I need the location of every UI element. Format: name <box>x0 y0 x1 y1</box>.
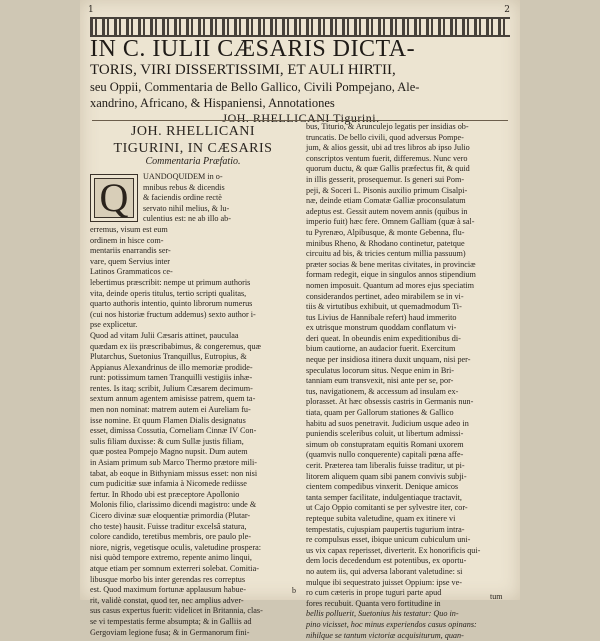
dropcap-initial: Q <box>90 174 138 222</box>
text-line: repteque subita valetudine, quam ex itinere vi <box>306 514 510 525</box>
text-line: ordinem in hisce com- <box>90 236 296 247</box>
text-line: Molonis filio, clarissimo dicendi magistro: unde & <box>90 500 296 511</box>
text-line: est. Quod maximum fortunæ applausum habue- <box>90 585 296 596</box>
title-line-2: TORIS, VIRI DISSERTISSIMI, ET AULI HIRTII, <box>90 62 512 79</box>
text-line: litorem aliquem quam sibi panem convivis subji- <box>306 472 510 483</box>
text-line: pino vicisset, hoc minus experiendos casus opinans: <box>306 620 510 631</box>
text-line: quarto authoris intentio, quinto librorum numerus <box>90 299 296 310</box>
text-line: tu Pyrenæo, Alpibusque, & monte Gebenna, flu- <box>306 228 510 239</box>
text-line: (quamvis nullo conquerente) capitali pœna affe- <box>306 450 510 461</box>
title-line-1: IN C. IULII CÆSARIS DICTA- <box>90 36 512 62</box>
text-line: deri queat. In obeundis enim expeditionibus di- <box>306 334 510 345</box>
text-line: isse nomine. Et quum Flamen Dialis designatus <box>90 416 296 427</box>
text-line: rit, validè constat, quod ter, nec amplius adver- <box>90 596 296 607</box>
title-rule <box>92 120 508 121</box>
text-line: no autem iis, qui adversa laborant valetudine: si <box>306 567 510 578</box>
text-line: speculatus locorum situs. Neque enim in Bri- <box>306 366 510 377</box>
text-line: tempestatis, cujuspiam paupertis tugurium intra- <box>306 525 510 536</box>
folio-left: 1 <box>88 5 94 15</box>
text-line: præter socias & bene meritas civitates, in provinciæ <box>306 260 510 271</box>
text-line: erremus, visum est eum <box>90 225 296 236</box>
text-line: atque etiam per somnum exterreri solebat. Comitia- <box>90 564 296 575</box>
text-line: cientem compedibus vinxerit. Denique amicos <box>306 482 510 493</box>
text-line: rentes. Is itaq; scribit, Julium Cæsarem decimum- <box>90 384 296 395</box>
text-line: colore candido, teretibus membris, ore paulo ple- <box>90 532 296 543</box>
text-line: imperio fuit) hæc fere. Omnem Galliam (quæ à sal- <box>306 217 510 228</box>
text-line: adeptus est. Gessit autem novem annis (quibus in <box>306 207 510 218</box>
text-line: fertur. In Rhodo ubi est præceptore Apollonio <box>90 490 296 501</box>
text-line: lebertimus præscribit: nempe ut primum authoris <box>90 278 296 289</box>
text-line: ro cum cæteris in prope tuguri parte apud <box>306 588 510 599</box>
right-column-text <box>306 122 510 641</box>
text-line: bus, Titurio, & Arunculejo legatis per insidias ob- <box>306 122 510 133</box>
left-column <box>90 122 296 638</box>
text-line: re compulsus esset, ibique unicum cubiculum uni- <box>306 535 510 546</box>
text-line: in Asiam primum sub Marco Thermo prætore mili- <box>90 458 296 469</box>
text-line: pse explicetur. <box>90 320 296 331</box>
text-line: sulis filiam duxisse: & cum Sullæ justis filiam, <box>90 437 296 448</box>
text-line: vita, deinde operis titulus, tertio scripti qualitas, <box>90 289 296 300</box>
catchword: tum <box>490 592 502 601</box>
text-line: næ, deinde etiam Comatæ Galliæ proconsulatum <box>306 196 510 207</box>
text-line: tabat, ab eoque in Bithyniam missus esset: non nisi <box>90 469 296 480</box>
text-line: circuitu ad bis, & tricies centum millia passuum) <box>306 249 510 260</box>
text-line: se vi tempestatis ferme absumpta; & in Galliis ad <box>90 617 296 628</box>
text-line: considerandos pertinet, adeo mirabilem se in vi- <box>306 292 510 303</box>
text-line: Gergoviam legione fusa; & in Germanorum fini- <box>90 628 296 639</box>
text-line: (cui nos historiæ fructum addemus) sexto author i- <box>90 310 296 321</box>
text-line: cum pudicitiæ suæ infamia à Nicomede rediisse <box>90 479 296 490</box>
text-line: conscriptos ventum fuerit, differemus. Nunc vero <box>306 154 510 165</box>
text-line: culentius est: ne ab illo ab- <box>90 214 296 225</box>
text-line: mulque ibi sequestrato juisset Oppium: ipse ve- <box>306 578 510 589</box>
text-line: & faciendis ordine rectè <box>90 193 296 204</box>
text-line: tanta semper facilitate, indulgentiaque tractavit, <box>306 493 510 504</box>
text-line: in illis gesserit, prosequemur. Is generi sui Pom- <box>306 175 510 186</box>
book-page <box>80 0 520 600</box>
text-line: neque per insidiosa itinera duxit unquam, nisi per- <box>306 355 510 366</box>
text-line: quorum ductu, & quæ Gallis præfectus fit, & quid <box>306 164 510 175</box>
text-line: Cicero divinæ suæ eloquentiæ primordia (Plutar- <box>90 511 296 522</box>
text-line: libusque morbo bis inter gerendas res correptus <box>90 575 296 586</box>
text-line: truncatis. De bello civili, quod adversus Pompe- <box>306 133 510 144</box>
text-line: tanniam eum transvexit, nisi ante per se, por- <box>306 376 510 387</box>
text-line: nihilque se tantum victoriæ acquisiturum, quan- <box>306 631 510 641</box>
text-line: UANDOQUIDEM in o- <box>90 172 296 183</box>
text-line: Latinos Grammaticos ce- <box>90 267 296 278</box>
text-line: peji, & Soceri L. Pisonis auxilio primum Cisalpi- <box>306 186 510 197</box>
text-line: bium cautiorne, an audacior fuerit. Exercitum <box>306 344 510 355</box>
text-line: plorasset. At hæc obsessis castris in Germanis nun- <box>306 397 510 408</box>
text-line: us vix capax reperisset, diverterit. Ex honorificis qui- <box>306 546 510 557</box>
text-line: ut Cajo Oppio comitanti se per sylvestre iter, cor- <box>306 503 510 514</box>
text-line: tus Livius de Hannibale refert) haud immerito <box>306 313 510 324</box>
text-line: simum ob constupratam equitis Romani uxorem <box>306 440 510 451</box>
text-line: formam redegit, eique in singulos annos stipendium <box>306 270 510 281</box>
text-line: mentariis enarrandis ser- <box>90 246 296 257</box>
text-line: vare, quem Servius inter <box>90 257 296 268</box>
folio-right: 2 <box>504 5 510 15</box>
text-line: Plutarchus, Suetonius Tranquillus, Eutropius, & <box>90 352 296 363</box>
text-line: nisi quòd tempore extremo, repente animo linqui, <box>90 553 296 564</box>
title-line-5: JOH. RHELLICANI Tigurini. <box>90 111 512 126</box>
preface-heading-1: JOH. RHELLICANI <box>90 124 296 139</box>
text-line: ex utrisque monstrum quoddam conflatum vi- <box>306 323 510 334</box>
text-line: cho teste) hausit. Fuisse traditur excelsâ statura, <box>90 522 296 533</box>
text-line: niore, nigris, vegetisque oculis, valetudine prospera: <box>90 543 296 554</box>
text-line: sus casus expertus fuerit: videlicet in Britannia, clas- <box>90 606 296 617</box>
text-line: puniendis sceleribus coluit, ut libertum admissi- <box>306 429 510 440</box>
text-line: dem locis decedendum est potentibus, ex oportu- <box>306 556 510 567</box>
text-line: mnibus rebus & dicendis <box>90 183 296 194</box>
ornamental-headband <box>90 17 510 37</box>
title-block <box>90 36 512 126</box>
preface-heading-2: TIGURINI, IN CÆSARIS <box>90 141 296 156</box>
text-line: jum, & alios gessit, ubi ad tres libros ab ipso Julio <box>306 143 510 154</box>
text-line: servato nihil melius, & lu- <box>90 204 296 215</box>
signature-mark: b <box>292 586 296 595</box>
right-column <box>306 122 510 641</box>
text-line: tiis & virtutibus exhibuit, ut quemadmodum Ti- <box>306 302 510 313</box>
text-line: quædam ex iis præscribabimus, & congeremus, quæ <box>90 342 296 353</box>
text-line: men non nominat: matrem autem ei Aureliam fu- <box>90 405 296 416</box>
text-line: bellis polluerit, Suetonius his testatur: Quo in- <box>306 609 510 620</box>
text-line: cerit. Præterea tam liberalis fuisse traditur, ut pi- <box>306 461 510 472</box>
text-line: fores recubuit. Quanta vero fortitudine in <box>306 599 510 610</box>
text-line: runt: potissimum tamen Tranquilli vestigiis inhæ- <box>90 373 296 384</box>
text-line: nomen imposuit. Quantum ad mores ejus speciatim <box>306 281 510 292</box>
text-line: quæ postea Pompejo Magno nupsit. Dum autem <box>90 447 296 458</box>
text-line: tus, navigationem, & accessum ad insulam ex- <box>306 387 510 398</box>
text-line: tiata, quam per Gallorum stationes & Gallico <box>306 408 510 419</box>
text-line: esset, dimissa Cossutia, Corneliam Cinnæ IV Con- <box>90 426 296 437</box>
text-line: Appianus Alexandrinus de illo memoriæ prodide- <box>90 363 296 374</box>
text-line: habitu ad suos penetravit. Judicium usque adeo in <box>306 419 510 430</box>
left-column-text <box>90 172 296 638</box>
title-line-4: xandrino, Africano, & Hispaniensi, Annotationes <box>90 95 512 111</box>
text-line: minibus Rheno, & Rhodano continetur, patetque <box>306 239 510 250</box>
text-line: sextum annum agentem amisisse patrem, quem ta- <box>90 394 296 405</box>
title-line-3: seu Oppii, Commentaria de Bello Gallico, Civili Pompejano, Ale- <box>90 79 512 95</box>
text-line: Quod ad vitam Julii Cæsaris attinet, pauculaa <box>90 331 296 342</box>
preface-subheading: Commentaria Præfatio. <box>90 156 296 168</box>
